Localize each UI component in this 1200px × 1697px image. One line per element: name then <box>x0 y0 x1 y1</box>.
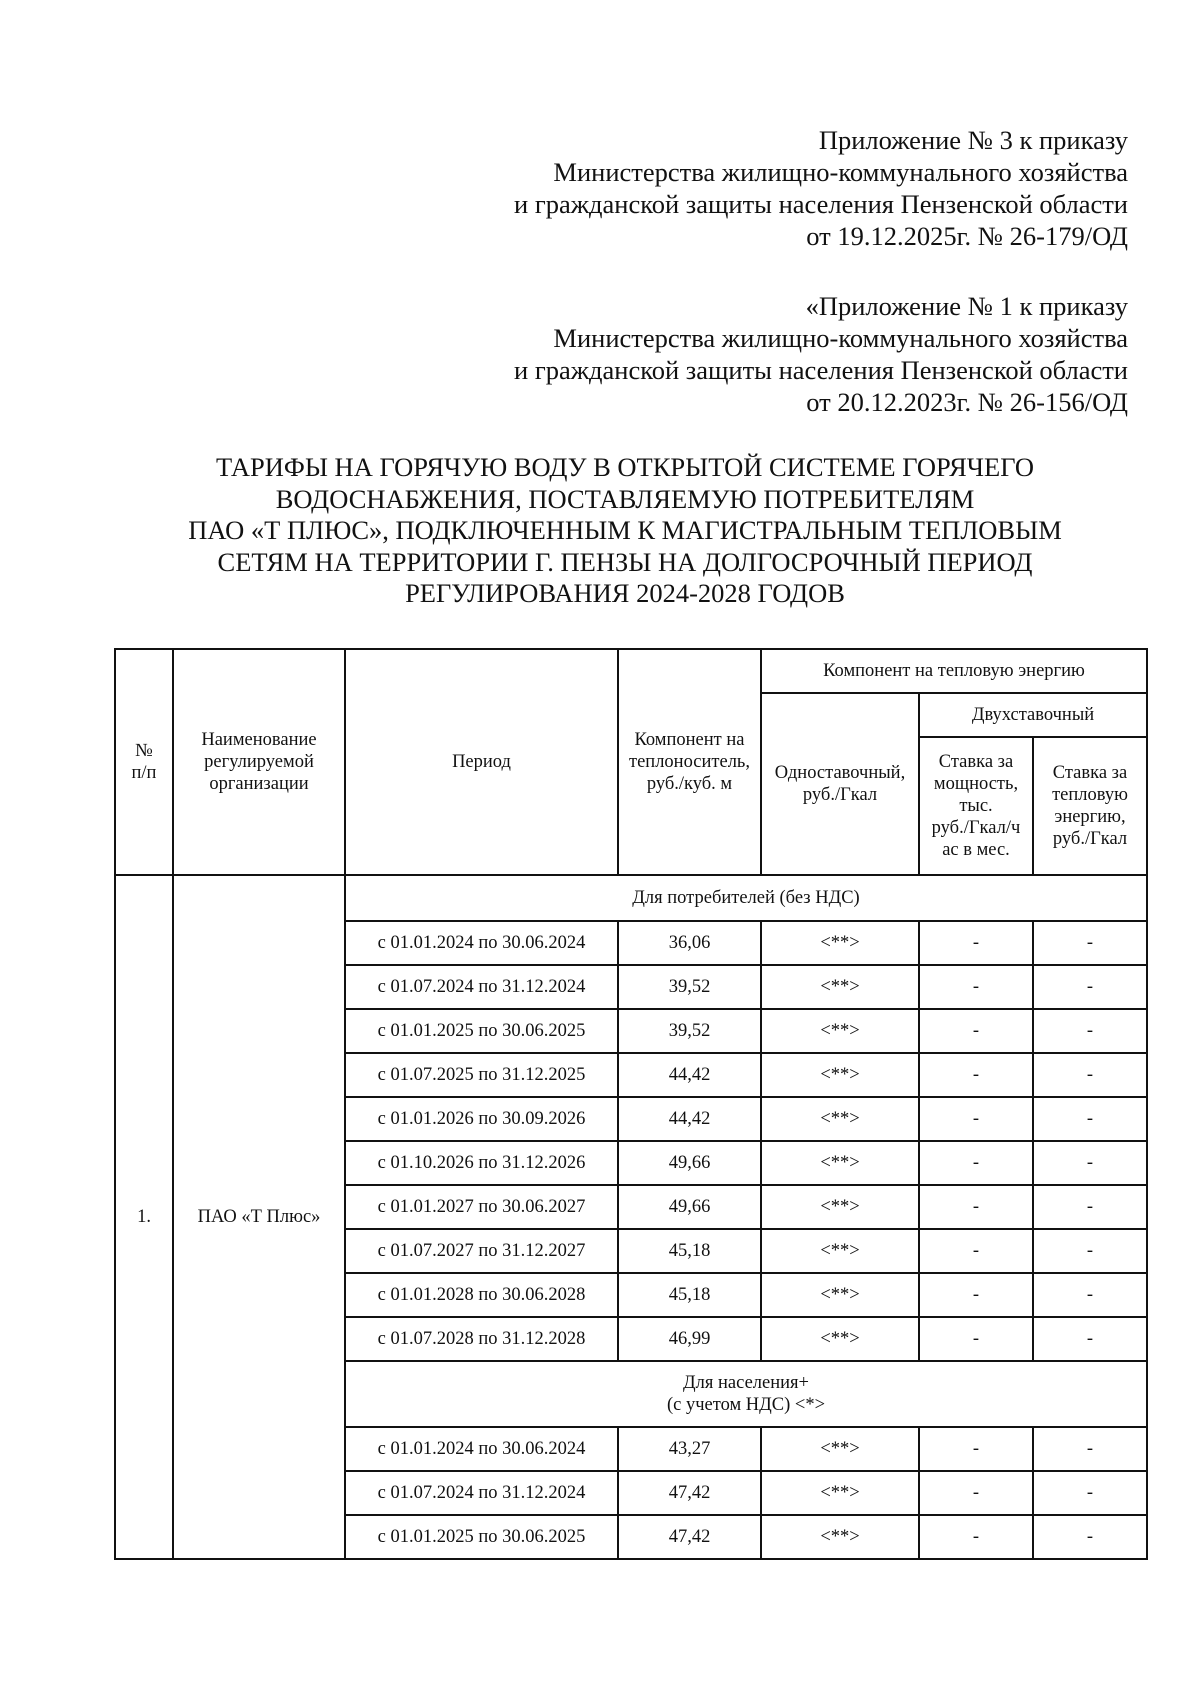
period-cell: с 01.07.2028 по 31.12.2028 <box>345 1317 618 1361</box>
carrier-cell: 45,18 <box>618 1229 761 1273</box>
section-row <box>115 875 1147 921</box>
title-line: РЕГУЛИРОВАНИЯ 2024-2028 ГОДОВ <box>405 578 845 608</box>
period-cell: с 01.01.2025 по 30.06.2025 <box>345 1515 618 1559</box>
energy-rate-cell: - <box>1033 1471 1147 1515</box>
title-line: ВОДОСНАБЖЕНИЯ, ПОСТАВЛЯЕМУЮ ПОТРЕБИТЕЛЯМ <box>275 483 975 514</box>
period-cell: с 01.07.2027 по 31.12.2027 <box>345 1229 618 1273</box>
power-rate-cell: - <box>919 1427 1033 1471</box>
header-text: тыс. <box>959 796 993 816</box>
power-rate-cell: - <box>919 1185 1033 1229</box>
one-rate-cell: <**> <box>761 921 919 965</box>
period-cell: с 01.01.2024 по 30.06.2024 <box>345 1427 618 1471</box>
carrier-cell: 44,42 <box>618 1053 761 1097</box>
period-cell: с 01.01.2024 по 30.06.2024 <box>345 921 618 965</box>
power-rate-cell: - <box>919 921 1033 965</box>
energy-rate-cell: - <box>1033 1427 1147 1471</box>
title-line: СЕТЯМ НА ТЕРРИТОРИИ Г. ПЕНЗЫ НА ДОЛГОСРОЧНЫЙ ПЕРИОД <box>217 546 1033 577</box>
carrier-cell: 49,66 <box>618 1185 761 1229</box>
header-text: Ставка за <box>938 752 1014 772</box>
header-org <box>173 649 345 875</box>
header-line: от 19.12.2025г. № 26-179/ОД <box>806 221 1128 251</box>
header-energy: Компонент на тепловую энергию <box>761 649 1147 693</box>
header-text: организации <box>209 774 309 794</box>
header-text: руб./Гкал <box>802 785 878 805</box>
section-label-population <box>345 1361 1147 1427</box>
power-rate-cell: - <box>919 1515 1033 1559</box>
org-name: ПАО «Т Плюс» <box>173 875 345 1559</box>
energy-rate-cell: - <box>1033 1141 1147 1185</box>
one-rate-cell: <**> <box>761 1229 919 1273</box>
header-energy-rate <box>1033 737 1147 875</box>
energy-rate-cell: - <box>1033 921 1147 965</box>
carrier-cell: 39,52 <box>618 965 761 1009</box>
period-cell: с 01.07.2024 по 31.12.2024 <box>345 965 618 1009</box>
header-text: Ставка за <box>1052 763 1128 783</box>
title-line: ТАРИФЫ НА ГОРЯЧУЮ ВОДУ В ОТКРЫТОЙ СИСТЕМЕ ГОРЯЧЕГО <box>216 452 1034 482</box>
header-text: тепловую <box>1052 785 1128 805</box>
power-rate-cell: - <box>919 1097 1033 1141</box>
period-cell: с 01.01.2027 по 30.06.2027 <box>345 1185 618 1229</box>
header-line: и гражданской защиты населения Пензенской области <box>514 355 1128 385</box>
section-text: Для населения+ <box>683 1373 809 1393</box>
header-text: № <box>135 741 153 761</box>
header-one-rate <box>761 693 919 875</box>
header-text: Компонент на <box>634 730 745 750</box>
header-period: Период <box>345 649 618 875</box>
header-text: энергию, <box>1054 807 1126 827</box>
power-rate-cell: - <box>919 1053 1033 1097</box>
period-cell: с 01.01.2028 по 30.06.2028 <box>345 1273 618 1317</box>
power-rate-cell: - <box>919 1317 1033 1361</box>
one-rate-cell: <**> <box>761 1317 919 1361</box>
energy-rate-cell: - <box>1033 1053 1147 1097</box>
header-text: руб./Гкал/ч <box>931 818 1021 838</box>
header-line: от 20.12.2023г. № 26-156/ОД <box>806 387 1128 417</box>
power-rate-cell: - <box>919 1471 1033 1515</box>
header-text: п/п <box>131 763 157 783</box>
energy-rate-cell: - <box>1033 1317 1147 1361</box>
one-rate-cell: <**> <box>761 1273 919 1317</box>
power-rate-cell: - <box>919 1273 1033 1317</box>
header-text: руб./Гкал <box>1052 829 1128 849</box>
section-label-consumers: Для потребителей (без НДС) <box>345 875 1147 921</box>
header-text: регулируемой <box>204 752 314 772</box>
energy-rate-cell: - <box>1033 1229 1147 1273</box>
header-num <box>115 649 173 875</box>
carrier-cell: 46,99 <box>618 1317 761 1361</box>
header-text: ас в мес. <box>942 840 1010 860</box>
one-rate-cell: <**> <box>761 1009 919 1053</box>
power-rate-cell: - <box>919 1141 1033 1185</box>
period-cell: с 01.07.2024 по 31.12.2024 <box>345 1471 618 1515</box>
appendix-header-original <box>514 290 1128 418</box>
row-number: 1. <box>115 875 173 1559</box>
carrier-cell: 39,52 <box>618 1009 761 1053</box>
one-rate-cell: <**> <box>761 1471 919 1515</box>
one-rate-cell: <**> <box>761 1427 919 1471</box>
energy-rate-cell: - <box>1033 1273 1147 1317</box>
power-rate-cell: - <box>919 1229 1033 1273</box>
one-rate-cell: <**> <box>761 965 919 1009</box>
power-rate-cell: - <box>919 965 1033 1009</box>
carrier-cell: 47,42 <box>618 1471 761 1515</box>
period-cell: с 01.01.2026 по 30.09.2026 <box>345 1097 618 1141</box>
document-title <box>100 452 1150 610</box>
one-rate-cell: <**> <box>761 1515 919 1559</box>
one-rate-cell: <**> <box>761 1141 919 1185</box>
header-text: мощность, <box>933 774 1019 794</box>
header-two-rate: Двухставочный <box>919 693 1147 737</box>
carrier-cell: 45,18 <box>618 1273 761 1317</box>
header-line: Министерства жилищно-коммунального хозяйства <box>553 323 1128 353</box>
period-cell: с 01.07.2025 по 31.12.2025 <box>345 1053 618 1097</box>
energy-rate-cell: - <box>1033 1097 1147 1141</box>
energy-rate-cell: - <box>1033 1009 1147 1053</box>
header-power-rate <box>919 737 1033 875</box>
one-rate-cell: <**> <box>761 1053 919 1097</box>
header-text: Одноставочный, <box>774 763 906 783</box>
title-line: ПАО «Т ПЛЮС», ПОДКЛЮЧЕННЫМ К МАГИСТРАЛЬНЫМ ТЕПЛОВЫМ <box>188 515 1062 545</box>
one-rate-cell: <**> <box>761 1185 919 1229</box>
one-rate-cell: <**> <box>761 1097 919 1141</box>
header-line: и гражданской защиты населения Пензенской области <box>514 189 1128 219</box>
carrier-cell: 44,42 <box>618 1097 761 1141</box>
tariff-table <box>114 648 1148 1560</box>
header-line: Приложение № 3 к приказу <box>818 125 1128 155</box>
header-line: «Приложение № 1 к приказу <box>805 291 1128 321</box>
header-line: Министерства жилищно-коммунального хозяйства <box>553 157 1128 187</box>
carrier-cell: 47,42 <box>618 1515 761 1559</box>
period-cell: с 01.10.2026 по 31.12.2026 <box>345 1141 618 1185</box>
carrier-cell: 49,66 <box>618 1141 761 1185</box>
header-carrier <box>618 649 761 875</box>
energy-rate-cell: - <box>1033 1185 1147 1229</box>
section-text: (с учетом НДС) <*> <box>666 1395 826 1415</box>
period-cell: с 01.01.2025 по 30.06.2025 <box>345 1009 618 1053</box>
header-text: теплоноситель, <box>629 752 750 772</box>
header-text: Наименование <box>201 730 317 750</box>
power-rate-cell: - <box>919 1009 1033 1053</box>
carrier-cell: 43,27 <box>618 1427 761 1471</box>
energy-rate-cell: - <box>1033 1515 1147 1559</box>
appendix-header-current <box>514 124 1128 252</box>
energy-rate-cell: - <box>1033 965 1147 1009</box>
carrier-cell: 36,06 <box>618 921 761 965</box>
header-text: руб./куб. м <box>646 774 733 794</box>
header-row <box>115 649 1147 693</box>
